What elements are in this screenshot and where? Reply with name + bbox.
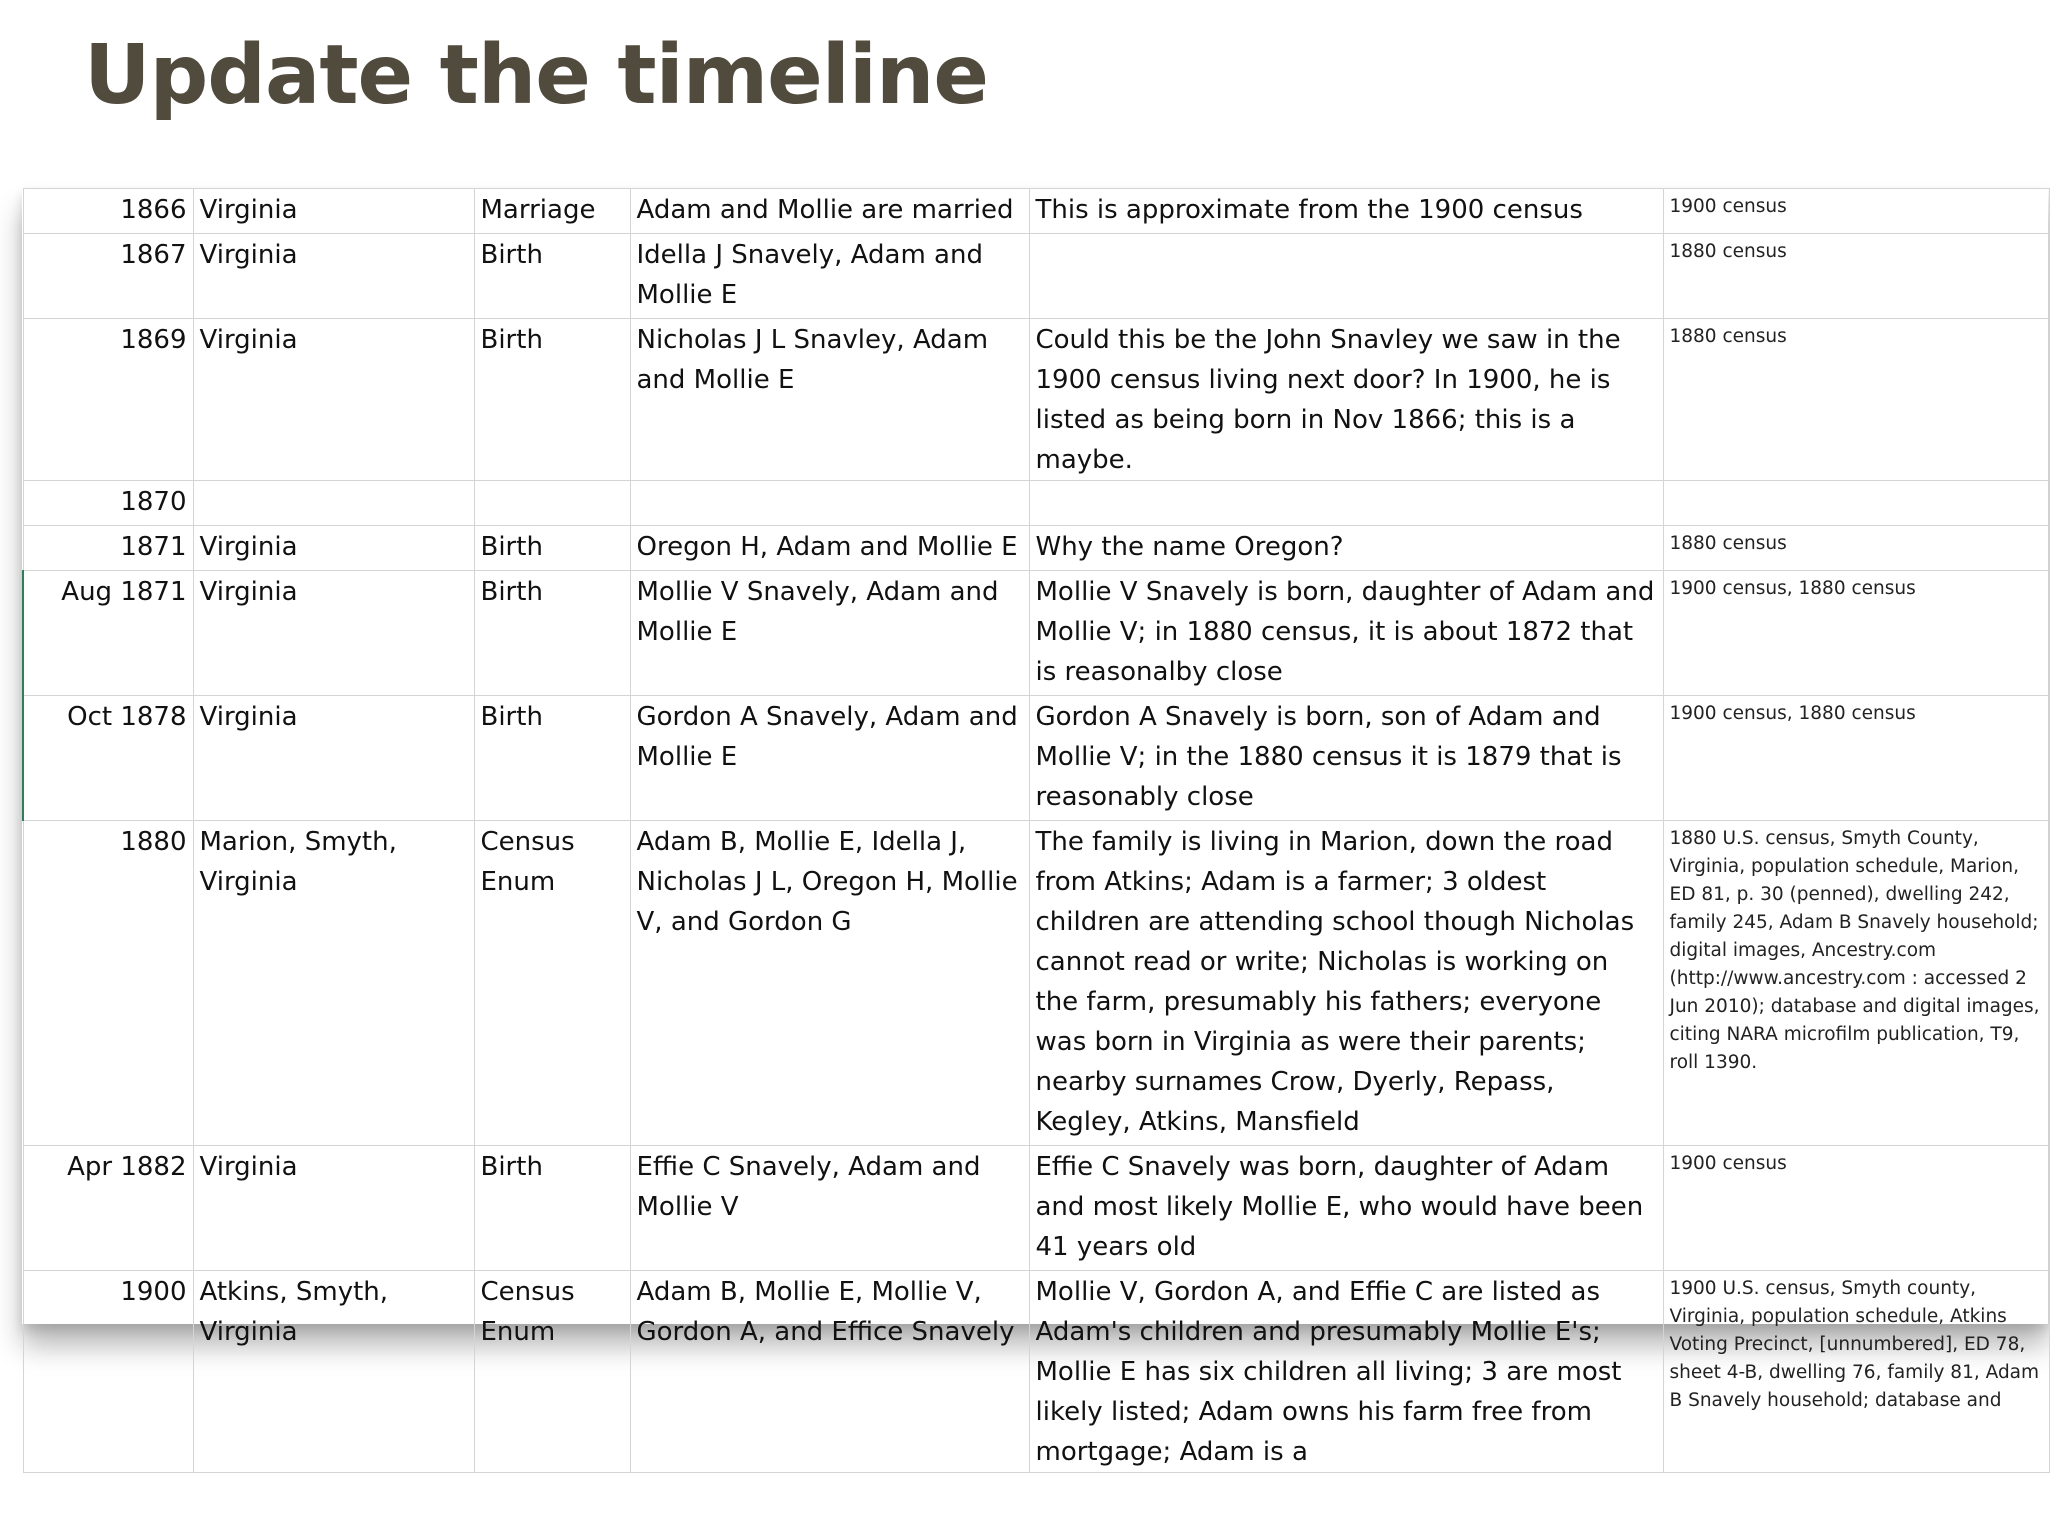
cell-people[interactable]: Adam and Mollie are married — [630, 189, 1029, 234]
cell-source[interactable]: 1880 census — [1663, 526, 2049, 571]
cell-place[interactable]: Virginia — [193, 319, 474, 481]
cell-event[interactable]: Birth — [474, 696, 630, 821]
cell-notes[interactable] — [1029, 234, 1663, 319]
table-row — [23, 696, 2049, 821]
cell-event[interactable]: Birth — [474, 1146, 630, 1271]
cell-place[interactable]: Marion, Smyth, Virginia — [193, 821, 474, 1146]
cell-date[interactable]: 1880 — [23, 821, 193, 1146]
cell-notes[interactable]: The family is living in Marion, down the road from Atkins; Adam is a farmer; 3 oldest children are attending school though Nicholas cannot read or write; Nicholas is working on the farm, presumably his fathers; everyone was born in Virginia as were their parents; nearby surnames Crow, Dyerly, Repass, Kegley, Atkins, Mansfield — [1029, 821, 1663, 1146]
cell-event[interactable] — [474, 481, 630, 526]
cell-place[interactable]: Virginia — [193, 1146, 474, 1271]
cell-source[interactable]: 1900 U.S. census, Smyth county, Virginia, population schedule, Atkins Voting Precinct, [unnumbered], ED 78, sheet 4-B, dwelling 76, family 81, Adam B Snavely household; database and — [1663, 1271, 2049, 1473]
cell-event[interactable]: Birth — [474, 571, 630, 696]
cell-place[interactable]: Virginia — [193, 696, 474, 821]
cell-source[interactable]: 1880 census — [1663, 319, 2049, 481]
cell-event[interactable]: Birth — [474, 234, 630, 319]
cell-event[interactable]: Birth — [474, 526, 630, 571]
table-row — [23, 821, 2049, 1146]
cell-place[interactable]: Virginia — [193, 234, 474, 319]
cell-people[interactable]: Effie C Snavely, Adam and Mollie V — [630, 1146, 1029, 1271]
timeline-table — [22, 188, 2050, 1473]
cell-date[interactable]: 1870 — [23, 481, 193, 526]
cell-notes[interactable]: Effie C Snavely was born, daughter of Adam and most likely Mollie E, who would have been 41 years old — [1029, 1146, 1663, 1271]
cell-people[interactable]: Mollie V Snavely, Adam and Mollie E — [630, 571, 1029, 696]
table-row — [23, 234, 2049, 319]
cell-source[interactable] — [1663, 481, 2049, 526]
table-row — [23, 319, 2049, 481]
cell-event[interactable]: Birth — [474, 319, 630, 481]
cell-people[interactable]: Oregon H, Adam and Mollie E — [630, 526, 1029, 571]
cell-date[interactable]: 1867 — [23, 234, 193, 319]
cell-source[interactable]: 1880 U.S. census, Smyth County, Virginia, population schedule, Marion, ED 81, p. 30 (penned), dwelling 242, family 245, Adam B Snavely household; digital images, Ancestry.com (http://www.ancestry.com : accessed 2 Jun 2010); database and digital images, citing NARA microfilm publication, T9, roll 1390. — [1663, 821, 2049, 1146]
table-row — [23, 1271, 2049, 1473]
table-row — [23, 526, 2049, 571]
cell-notes[interactable]: Could this be the John Snavley we saw in the 1900 census living next door? In 1900, he is listed as being born in Nov 1866; this is a maybe. — [1029, 319, 1663, 481]
cell-people[interactable] — [630, 481, 1029, 526]
cell-notes[interactable]: This is approximate from the 1900 census — [1029, 189, 1663, 234]
cell-place[interactable]: Virginia — [193, 189, 474, 234]
cell-source[interactable]: 1900 census — [1663, 1146, 2049, 1271]
cell-date[interactable]: 1900 — [23, 1271, 193, 1473]
slide-title: Update the timeline — [84, 28, 988, 123]
cell-notes[interactable] — [1029, 481, 1663, 526]
cell-people[interactable]: Nicholas J L Snavley, Adam and Mollie E — [630, 319, 1029, 481]
table-row — [23, 189, 2049, 234]
cell-source[interactable]: 1900 census — [1663, 189, 2049, 234]
cell-event[interactable]: Census Enum — [474, 821, 630, 1146]
cell-notes[interactable]: Mollie V, Gordon A, and Effie C are listed as Adam's children and presumably Mollie E's; Mollie E has six children all living; 3 are most likely listed; Adam owns his farm free from mortgage; Adam is a — [1029, 1271, 1663, 1473]
cell-date[interactable]: 1869 — [23, 319, 193, 481]
cell-notes[interactable]: Gordon A Snavely is born, son of Adam and Mollie V; in the 1880 census it is 1879 that is reasonably close — [1029, 696, 1663, 821]
cell-source[interactable]: 1880 census — [1663, 234, 2049, 319]
cell-date[interactable]: Apr 1882 — [23, 1146, 193, 1271]
cell-notes[interactable]: Mollie V Snavely is born, daughter of Adam and Mollie V; in 1880 census, it is about 1872 that is reasonalby close — [1029, 571, 1663, 696]
cell-people[interactable]: Adam B, Mollie E, Idella J, Nicholas J L, Oregon H, Mollie V, and Gordon G — [630, 821, 1029, 1146]
cell-people[interactable]: Gordon A Snavely, Adam and Mollie E — [630, 696, 1029, 821]
table-row — [23, 1146, 2049, 1271]
cell-date[interactable]: Aug 1871 — [23, 571, 193, 696]
cell-event[interactable]: Census Enum — [474, 1271, 630, 1473]
cell-place[interactable]: Virginia — [193, 526, 474, 571]
cell-people[interactable]: Idella J Snavely, Adam and Mollie E — [630, 234, 1029, 319]
cell-people[interactable]: Adam B, Mollie E, Mollie V, Gordon A, and Effice Snavely — [630, 1271, 1029, 1473]
cell-event[interactable]: Marriage — [474, 189, 630, 234]
cell-place[interactable] — [193, 481, 474, 526]
cell-source[interactable]: 1900 census, 1880 census — [1663, 696, 2049, 821]
cell-notes[interactable]: Why the name Oregon? — [1029, 526, 1663, 571]
cell-place[interactable]: Atkins, Smyth, Virginia — [193, 1271, 474, 1473]
table-row — [23, 481, 2049, 526]
cell-source[interactable]: 1900 census, 1880 census — [1663, 571, 2049, 696]
timeline-spreadsheet — [22, 188, 2048, 1467]
cell-place[interactable]: Virginia — [193, 571, 474, 696]
table-row — [23, 571, 2049, 696]
cell-date[interactable]: Oct 1878 — [23, 696, 193, 821]
cell-date[interactable]: 1866 — [23, 189, 193, 234]
cell-date[interactable]: 1871 — [23, 526, 193, 571]
